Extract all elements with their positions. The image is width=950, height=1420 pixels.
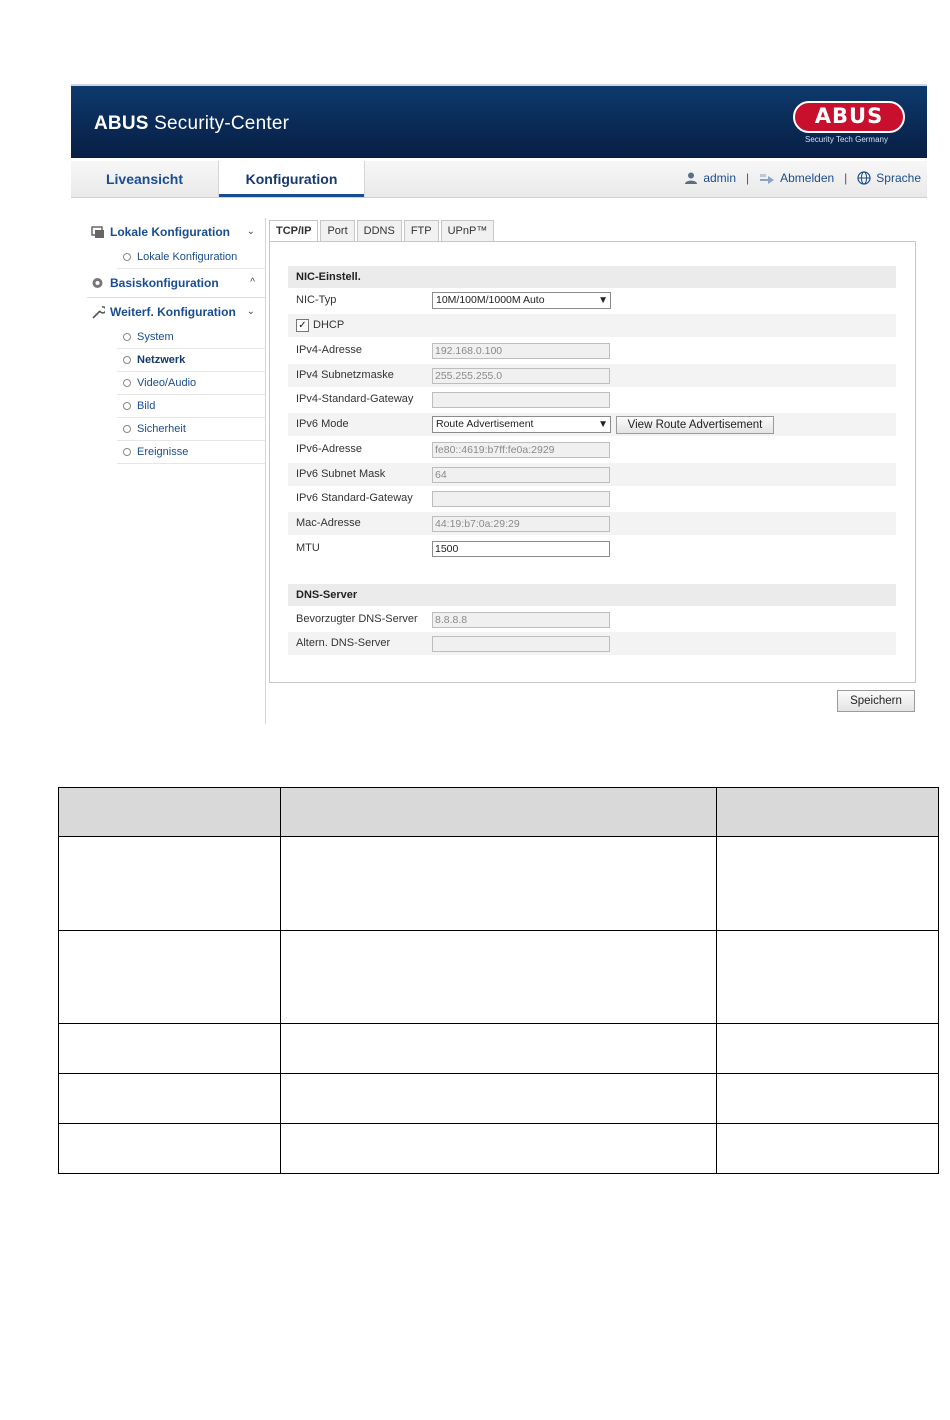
row-preferred-dns [288, 608, 896, 631]
alternate-dns-field[interactable] [432, 636, 610, 652]
bullet-icon [123, 253, 131, 261]
mtu-field[interactable]: 1500 [432, 541, 610, 557]
chevron-up-icon: ^ [250, 277, 255, 288]
gear-icon [91, 269, 105, 297]
user-link[interactable] [684, 171, 736, 185]
subtab-ftp[interactable]: FTP [404, 220, 439, 241]
section-dns-title: DNS-Server [288, 584, 896, 606]
sidebar-item-label: Bild [137, 400, 156, 412]
table-row [59, 1074, 939, 1124]
wrench-icon [91, 298, 105, 326]
table-row [59, 1024, 939, 1074]
row-ipv6-mode [288, 413, 896, 436]
logout-link[interactable] [759, 171, 834, 185]
preferred-dns-field[interactable]: 8.8.8.8 [432, 612, 610, 628]
sidebar-item-sicherheit[interactable] [117, 418, 265, 441]
subtab-bar [269, 220, 496, 241]
nic-type-select[interactable] [432, 292, 611, 309]
field-label: Altern. DNS-Server [296, 637, 391, 649]
row-ipv4-subnet [288, 364, 896, 387]
sidebar-item-label: Video/Audio [137, 377, 197, 389]
ipv4-gateway-field[interactable] [432, 392, 610, 408]
table-cell [59, 1024, 281, 1074]
user-label: admin [703, 171, 736, 185]
app-window [71, 84, 927, 724]
language-label: Sprache [876, 171, 921, 185]
bullet-icon [123, 379, 131, 387]
row-ipv6-subnet [288, 463, 896, 486]
table-cell [717, 1124, 939, 1174]
ipv6-subnet-field[interactable]: 64 [432, 467, 610, 483]
nav-bar [71, 161, 927, 198]
bullet-icon [123, 425, 131, 433]
field-label: IPv4 Subnetzmaske [296, 369, 394, 381]
separator: | [844, 171, 848, 185]
table-cell [281, 837, 717, 931]
table-row [59, 1124, 939, 1174]
sidebar-item-video-audio[interactable] [117, 372, 265, 395]
logo-tagline: Security Tech Germany [805, 135, 888, 144]
sidebar-group-advanced-config[interactable] [87, 298, 265, 326]
dhcp-checkbox[interactable]: ✓ [296, 319, 309, 332]
row-ipv6-gateway [288, 487, 896, 510]
globe-icon [857, 171, 871, 185]
select-value: 10M/100M/1000M Auto [436, 294, 545, 306]
tcpip-settings-panel [269, 241, 916, 683]
field-label: IPv6 Mode [296, 418, 349, 430]
ipv4-subnet-field[interactable]: 255.255.255.0 [432, 368, 610, 384]
section-nic-title: NIC-Einstell. [288, 266, 896, 288]
ipv6-mode-select[interactable] [432, 416, 611, 433]
user-icon [684, 171, 698, 185]
chevron-down-icon: ▼ [598, 295, 608, 306]
table-header-cell [281, 788, 717, 837]
abus-logo [793, 101, 909, 145]
save-button[interactable]: Speichern [837, 690, 915, 712]
row-ipv6-address [288, 438, 896, 461]
sidebar-item-label: Ereignisse [137, 446, 189, 458]
doc-table [58, 787, 939, 1174]
chevron-down-icon: ⌄ [246, 306, 255, 317]
table-cell [717, 1074, 939, 1124]
sidebar-item-label: Sicherheit [137, 423, 186, 435]
table-cell [59, 931, 281, 1024]
table-header-cell [59, 788, 281, 837]
user-menu [684, 171, 921, 185]
table-cell [717, 837, 939, 931]
field-label: IPv4-Standard-Gateway [296, 393, 414, 405]
logo-wordmark: ABUS [814, 104, 884, 128]
table-row [59, 837, 939, 931]
table-cell [281, 1124, 717, 1174]
sidebar-item-ereignisse[interactable] [117, 441, 265, 464]
row-ipv4-address [288, 339, 896, 362]
subtab-port[interactable]: Port [320, 220, 354, 241]
table-cell [59, 837, 281, 931]
table-cell [717, 931, 939, 1024]
table-header-row [59, 788, 939, 837]
row-mtu [288, 537, 896, 560]
bullet-icon [123, 356, 131, 364]
mac-address-field[interactable]: 44:19:b7:0a:29:29 [432, 516, 610, 532]
sidebar-item-bild[interactable] [117, 395, 265, 418]
sidebar-item-system[interactable] [117, 326, 265, 349]
bullet-icon [123, 402, 131, 410]
table-cell [59, 1124, 281, 1174]
sidebar-item-lokale-konfiguration[interactable] [117, 246, 265, 269]
tab-konfiguration[interactable]: Konfiguration [218, 161, 365, 197]
bullet-icon [123, 333, 131, 341]
field-label: IPv6-Adresse [296, 443, 363, 455]
ipv6-gateway-field[interactable] [432, 491, 610, 507]
ipv6-address-field[interactable]: fe80::4619:b7ff:fe0a:2929 [432, 442, 610, 458]
field-label: Bevorzugter DNS-Server [296, 613, 418, 625]
sidebar-item-label: Lokale Konfiguration [137, 251, 238, 263]
app-title: ABUS Security-Center [94, 113, 290, 134]
subtab-ddns[interactable]: DDNS [357, 220, 402, 241]
table-cell [717, 1024, 939, 1074]
field-label: IPv6 Subnet Mask [296, 468, 386, 480]
bullet-icon [123, 448, 131, 456]
sidebar-group-label: Lokale Konfiguration [110, 225, 230, 239]
separator: | [746, 171, 750, 185]
field-label: IPv6 Standard-Gateway [296, 492, 413, 504]
row-mac-address [288, 512, 896, 535]
sidebar-group-label: Basiskonfiguration [110, 276, 219, 290]
table-cell [281, 1024, 717, 1074]
local-config-icon [91, 218, 105, 246]
table-header-cell [717, 788, 939, 837]
sidebar-item-label: Netzwerk [137, 354, 186, 366]
field-label: MTU [296, 542, 320, 554]
sidebar [87, 218, 266, 724]
header-banner [71, 84, 927, 158]
chevron-down-icon: ⌄ [246, 226, 255, 237]
row-alternate-dns [288, 632, 896, 655]
field-label: Mac-Adresse [296, 517, 361, 529]
sidebar-item-label: System [137, 331, 174, 343]
chevron-down-icon: ▼ [598, 419, 608, 430]
ipv4-address-field[interactable]: 192.168.0.100 [432, 343, 610, 359]
table-row [59, 931, 939, 1024]
row-ipv4-gateway [288, 388, 896, 411]
row-nic-type [288, 289, 896, 312]
field-label: IPv4-Adresse [296, 344, 363, 356]
logout-icon [759, 172, 775, 184]
select-value: Route Advertisement [436, 418, 534, 430]
subtab-upnp[interactable]: UPnP™ [441, 220, 495, 241]
row-dhcp [288, 314, 896, 337]
view-route-advertisement-button[interactable]: View Route Advertisement [616, 416, 774, 434]
field-label: NIC-Typ [296, 294, 337, 306]
sidebar-group-basic-config[interactable] [87, 269, 265, 297]
sidebar-group-label: Weiterf. Konfiguration [110, 305, 236, 319]
sidebar-group-local-config[interactable] [87, 218, 265, 246]
subtab-tcpip[interactable]: TCP/IP [269, 220, 318, 242]
language-link[interactable] [857, 171, 921, 185]
table-cell [59, 1074, 281, 1124]
tab-liveansicht[interactable]: Liveansicht [105, 171, 184, 187]
main-content [269, 220, 927, 724]
table-cell [281, 1074, 717, 1124]
logout-label: Abmelden [780, 171, 835, 185]
sidebar-item-netzwerk[interactable] [117, 349, 265, 372]
dhcp-label: DHCP [313, 319, 345, 331]
table-cell [281, 931, 717, 1024]
